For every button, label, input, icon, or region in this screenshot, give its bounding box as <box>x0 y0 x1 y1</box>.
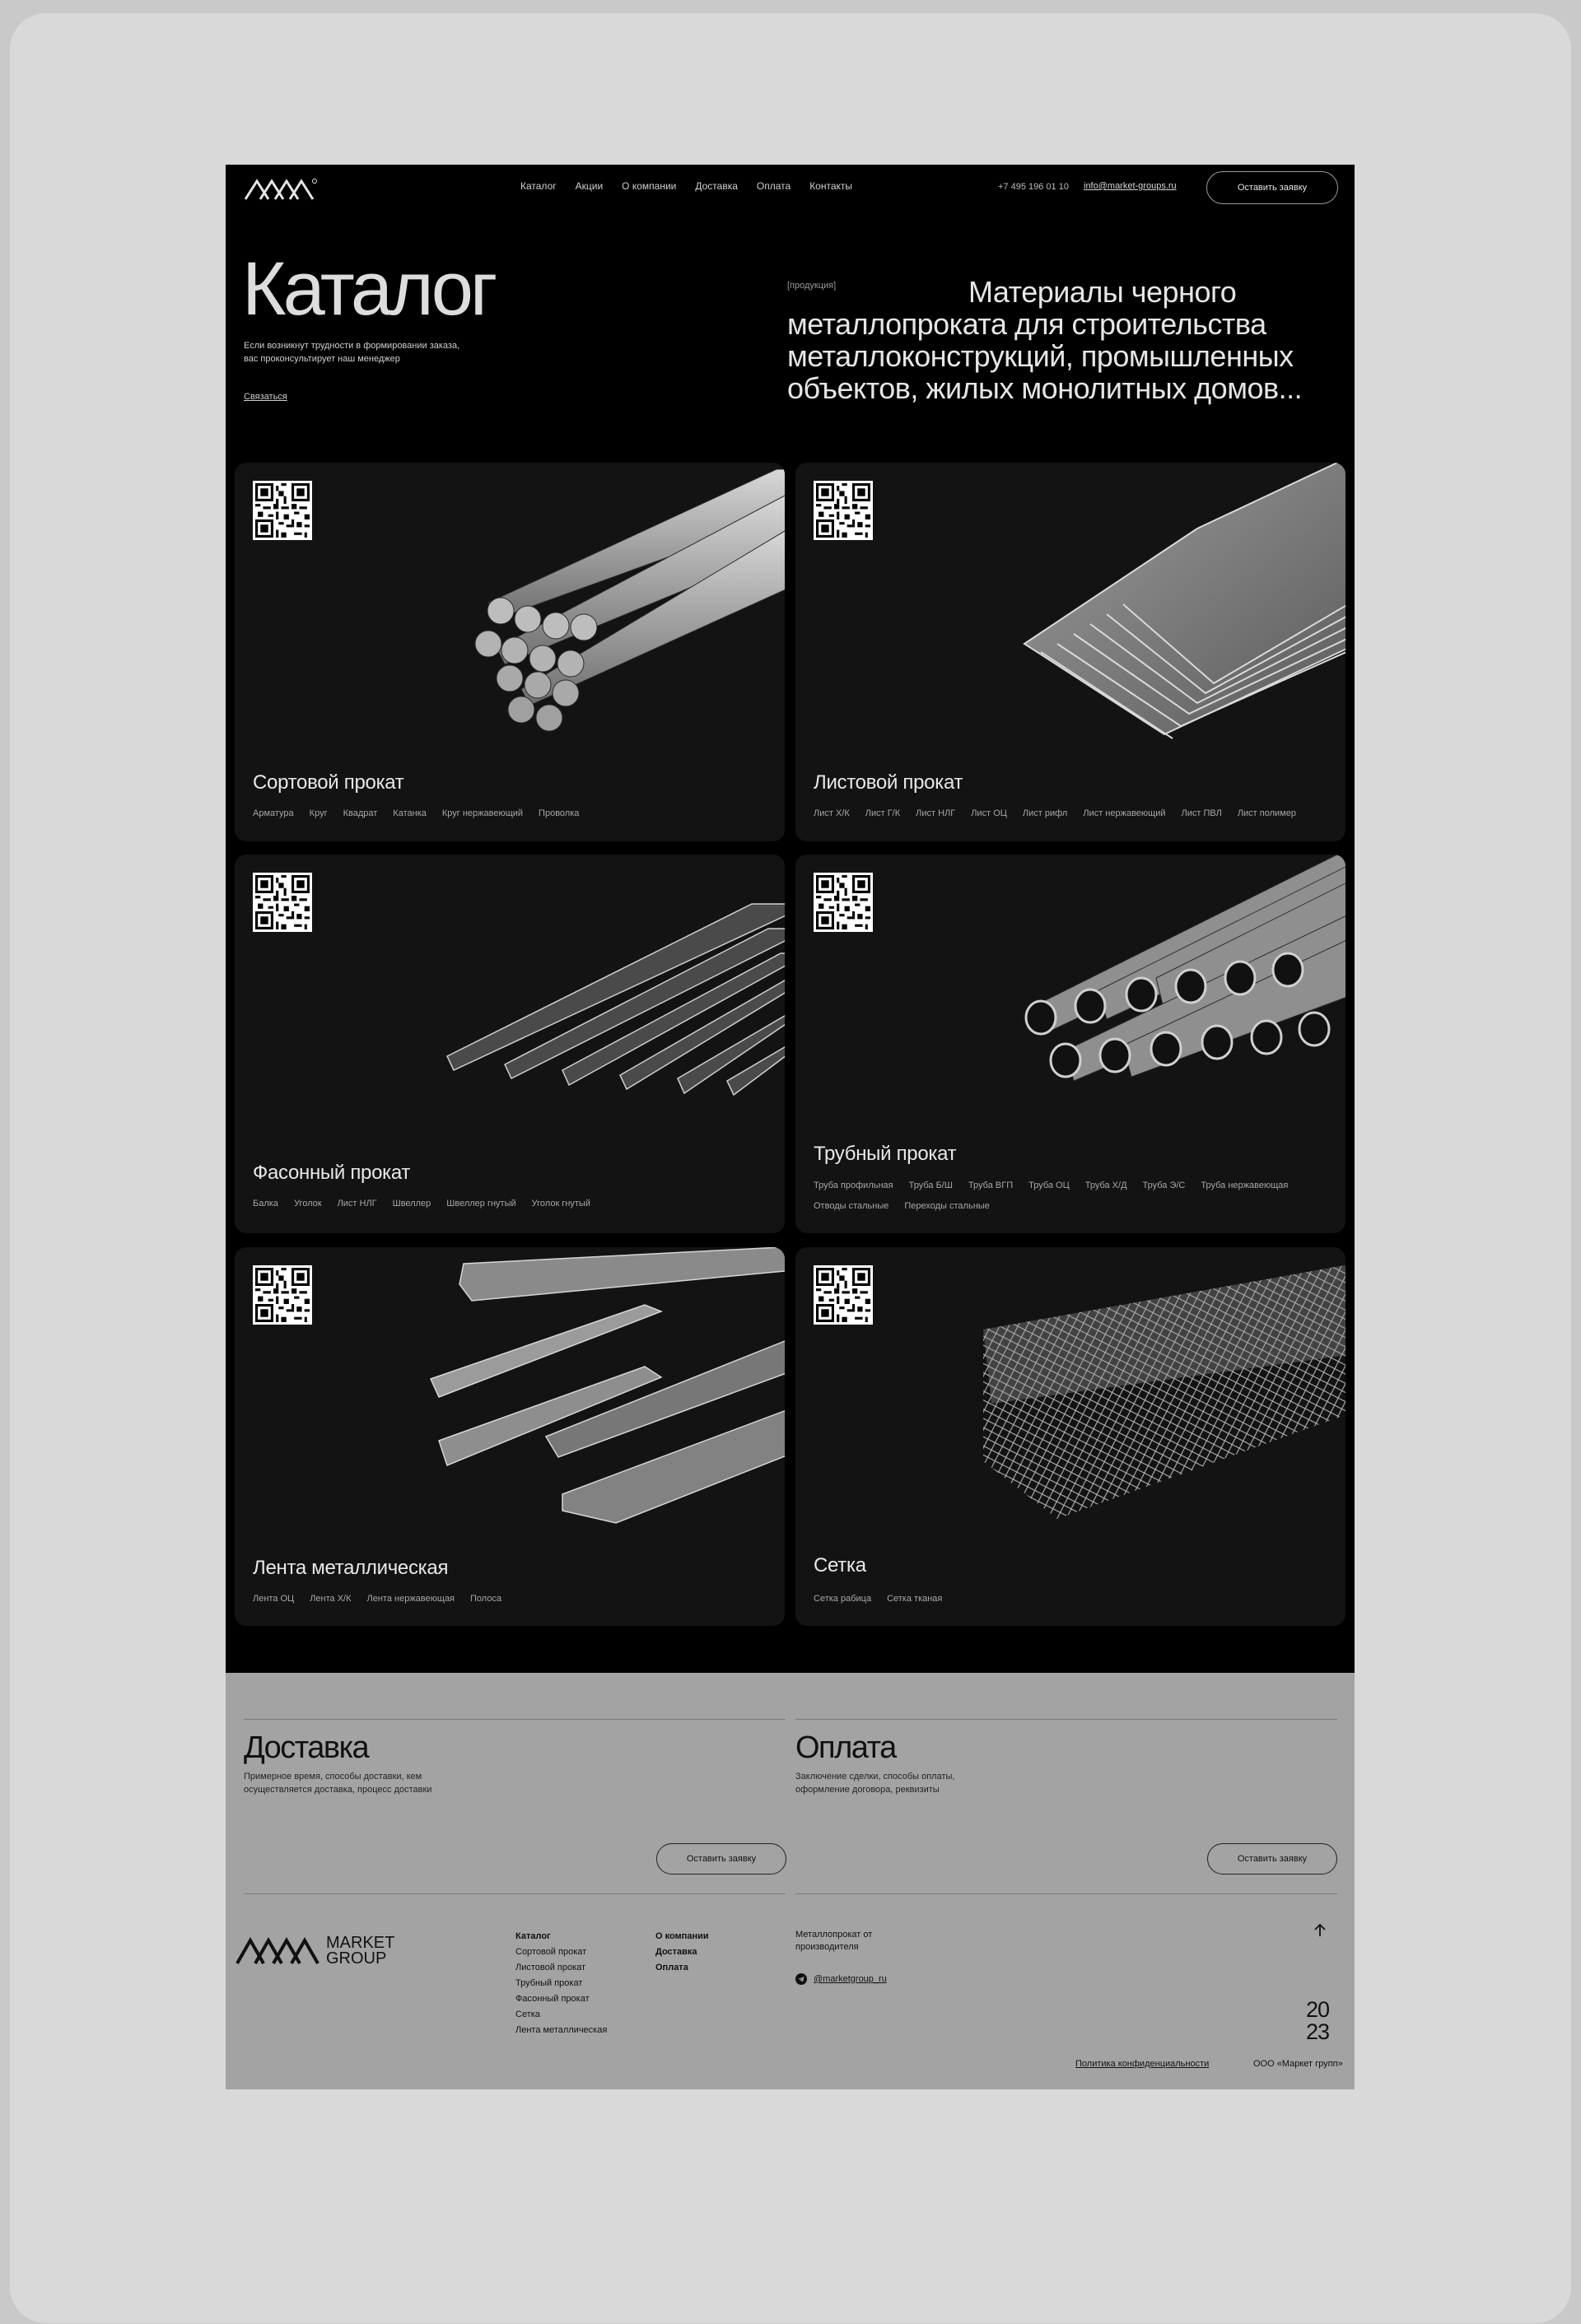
privacy-policy-link[interactable]: Политика конфиденциальности <box>1075 2059 1210 2069</box>
metal-strip-image <box>365 1247 785 1527</box>
qr-code <box>253 481 312 540</box>
tag-link[interactable]: Уголок гнутый <box>531 1199 590 1209</box>
year-bottom: 23 <box>1306 2019 1330 2044</box>
qr-code <box>814 873 873 932</box>
card-title: Лента металлическая <box>253 1557 449 1579</box>
footer-company-links <box>655 1929 709 1976</box>
nav-about[interactable]: О компании <box>622 180 677 192</box>
info-section <box>226 1673 1355 2089</box>
footer-link[interactable]: Лента металлическая <box>515 2025 608 2035</box>
rebar-image <box>365 463 785 743</box>
footer-link-about[interactable]: О компании <box>655 1931 709 1941</box>
tag-link[interactable]: Швеллер гнутый <box>446 1199 516 1209</box>
footer-link-delivery[interactable]: Доставка <box>655 1947 697 1957</box>
tag-link[interactable]: Круг <box>309 808 328 818</box>
card-title: Сортовой прокат <box>253 771 404 794</box>
header-phone[interactable]: +7 495 196 01 10 <box>998 182 1069 192</box>
telegram-icon <box>795 1973 807 1985</box>
footer-link[interactable]: Листовой прокат <box>515 1963 586 1972</box>
delivery-title: Доставка <box>244 1730 369 1765</box>
footer-link[interactable]: Сортовой прокат <box>515 1947 587 1957</box>
card-tags <box>814 1181 1329 1211</box>
tag-link[interactable]: Лист ОЦ <box>971 808 1007 818</box>
tag-link[interactable]: Уголок <box>293 1199 322 1209</box>
brand-logo[interactable] <box>244 176 318 204</box>
delivery-request-button[interactable]: Оставить заявку <box>656 1843 786 1875</box>
catalog-card-mesh[interactable] <box>795 1247 1345 1626</box>
qr-code <box>814 1265 873 1325</box>
tag-link[interactable]: Сетка тканая <box>887 1594 943 1604</box>
footer-link[interactable]: Сетка <box>515 2010 540 2019</box>
footer-link[interactable]: Фасонный прокат <box>515 1994 590 2004</box>
divider <box>795 1893 1337 1894</box>
tag-link[interactable]: Труба Х/Д <box>1084 1181 1127 1190</box>
card-title: Листовой прокат <box>814 771 963 794</box>
pipes-image <box>926 855 1345 1134</box>
footer-catalog-links <box>515 1929 607 2038</box>
hero-tag: [продукция] <box>787 281 837 291</box>
card-title: Трубный прокат <box>814 1143 957 1165</box>
tag-link[interactable]: Балка <box>253 1199 278 1209</box>
footer-logo-mark <box>236 1934 321 1967</box>
footer-link-payment[interactable]: Оплата <box>655 1963 688 1972</box>
footer-year <box>1306 1999 1329 2043</box>
footer-brand-line1: MARKET <box>326 1934 395 1952</box>
catalog-card-pipe-products[interactable] <box>795 855 1345 1233</box>
qr-code <box>253 873 312 932</box>
telegram-handle: @marketgroup_ru <box>814 1974 887 1984</box>
tag-link[interactable]: Швеллер <box>392 1199 431 1209</box>
tag-link[interactable]: Круг нержавеющий <box>441 808 524 818</box>
catalog-page <box>226 165 1355 2089</box>
sheet-metal-image <box>926 463 1345 743</box>
card-tags <box>814 808 1329 818</box>
scroll-top-icon[interactable] <box>1311 1921 1329 1940</box>
channel-profile-image <box>365 855 785 1134</box>
tag-link[interactable]: Лента Х/К <box>310 1594 352 1604</box>
tag-link[interactable]: Лист Г/К <box>865 808 901 818</box>
hero-description: Если возникнут трудности в формировании заказа, вас проконсультирует наш менеджер <box>244 341 460 364</box>
tag-link[interactable]: Труба Б/Ш <box>908 1181 953 1190</box>
header-email[interactable]: info@market-groups.ru <box>1084 181 1177 191</box>
tag-link[interactable]: Труба ОЦ <box>1028 1181 1070 1190</box>
qr-code <box>814 481 873 540</box>
divider <box>244 1893 786 1894</box>
card-tags <box>814 1594 1329 1604</box>
nav-promotions[interactable]: Акции <box>575 180 604 192</box>
nav-catalog[interactable]: Каталог <box>520 180 557 192</box>
card-tags <box>253 1594 768 1604</box>
hero-text: Материалы черного металлопроката для строительства металлоконструкций, промышленных объектов, жилых монолитных домов... <box>787 275 1303 405</box>
qr-code <box>253 1265 312 1325</box>
catalog-card-metal-strip[interactable] <box>235 1247 785 1626</box>
footer-about: Металлопрокат от производителя <box>795 1930 873 1952</box>
copyright: ООО «Маркет групп» <box>1253 2059 1343 2069</box>
nav-delivery[interactable]: Доставка <box>695 180 738 192</box>
catalog-card-sheet-products[interactable] <box>795 463 1345 841</box>
page-title: Каталог <box>242 247 495 331</box>
year-top: 20 <box>1306 1997 1330 2022</box>
footer-telegram[interactable] <box>795 1973 887 1985</box>
tag-link[interactable]: Труба профильная <box>814 1181 893 1190</box>
tag-link[interactable]: Лист рифл <box>1022 808 1068 818</box>
payment-description: Заключение сделки, способы оплаты, оформление договора, реквизиты <box>795 1772 955 1795</box>
delivery-description: Примерное время, способы доставки, кем осуществляется доставка, процесс доставки <box>244 1772 432 1795</box>
main-nav <box>520 180 852 192</box>
footer-link-catalog[interactable]: Каталог <box>515 1931 551 1941</box>
contact-link[interactable]: Связаться <box>244 392 287 402</box>
tag-link[interactable]: Лист полимер <box>1237 808 1296 818</box>
tag-link[interactable]: Лента нержавеющая <box>366 1594 455 1604</box>
tag-link[interactable]: Лист НЛГ <box>916 808 956 818</box>
tag-link[interactable]: Проволка <box>539 808 580 818</box>
wire-mesh-image <box>926 1247 1345 1527</box>
payment-title: Оплата <box>795 1730 896 1765</box>
footer-link[interactable]: Трубный прокат <box>515 1978 583 1988</box>
tag-link[interactable]: Катанка <box>393 808 427 818</box>
tag-link[interactable]: Квадрат <box>343 808 378 818</box>
tag-link[interactable]: Труба ВГП <box>968 1181 1014 1190</box>
tag-link[interactable]: Сетка рабица <box>814 1594 872 1604</box>
tag-link[interactable]: Полоса <box>470 1594 502 1604</box>
card-title: Сетка <box>814 1554 866 1577</box>
payment-request-button[interactable]: Оставить заявку <box>1207 1843 1337 1875</box>
catalog-card-long-products[interactable] <box>235 463 785 841</box>
tag-link[interactable]: Лента ОЦ <box>253 1594 295 1604</box>
tag-link[interactable]: Лист нержавеющий <box>1083 808 1166 818</box>
catalog-card-shaped-products[interactable] <box>235 855 785 1233</box>
tag-link[interactable]: Лист ПВЛ <box>1181 808 1222 818</box>
card-tags <box>253 1199 768 1209</box>
tag-link[interactable]: Отводы стальные <box>814 1201 889 1211</box>
tag-link[interactable]: Труба Э/С <box>1142 1181 1186 1190</box>
tag-link[interactable]: Лист Х/К <box>814 808 850 818</box>
tag-link[interactable]: Труба нержавеющая <box>1201 1181 1289 1190</box>
footer-brand-line2: GROUP <box>326 1949 387 1968</box>
tag-link[interactable]: Лист НЛГ <box>337 1199 377 1209</box>
card-tags <box>253 808 768 818</box>
tag-link[interactable]: Переходы стальные <box>904 1201 990 1211</box>
tag-link[interactable]: Арматура <box>253 808 294 818</box>
card-title: Фасонный прокат <box>253 1162 411 1184</box>
divider <box>244 1719 786 1720</box>
divider <box>795 1719 1337 1720</box>
header-request-button[interactable]: Оставить заявку <box>1206 171 1338 204</box>
nav-payment[interactable]: Оплата <box>756 180 791 192</box>
nav-contacts[interactable]: Контакты <box>809 180 853 192</box>
